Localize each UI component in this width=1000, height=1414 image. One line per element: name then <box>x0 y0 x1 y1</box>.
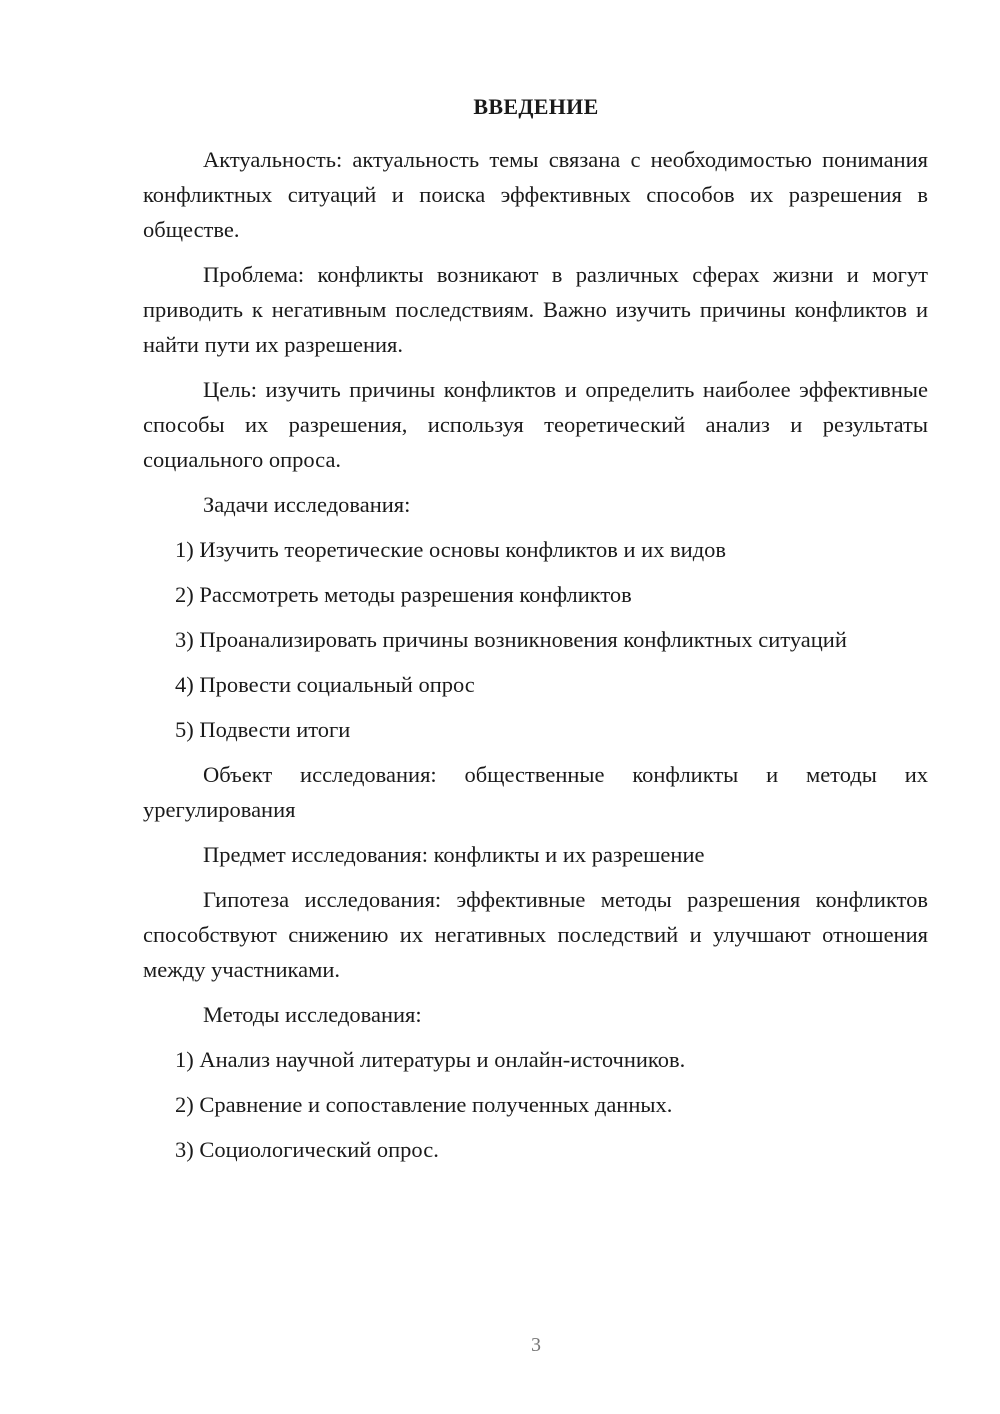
subject-paragraph: Предмет исследования: конфликты и их разрешение <box>203 842 705 867</box>
page-number: 3 <box>531 1334 541 1356</box>
object-paragraph: Объект исследования: общественные конфликты и методы их урегулирования <box>143 762 928 822</box>
task-item-1: 1) Изучить теоретические основы конфликтов и их видов <box>175 537 727 562</box>
task-item-5: 5) Подвести итоги <box>175 717 351 742</box>
document-body <box>143 142 928 1177</box>
method-item-1: 1) Анализ научной литературы и онлайн-источников. <box>175 1047 686 1072</box>
tasks-heading: Задачи исследования: <box>203 492 411 517</box>
task-item-2: 2) Рассмотреть методы разрешения конфликтов <box>175 582 632 607</box>
task-item-3: 3) Проанализировать причины возникновения конфликтных ситуаций <box>175 627 847 652</box>
method-item-3: 3) Социологический опрос. <box>175 1137 439 1162</box>
page-title: ВВЕДЕНИЕ <box>473 94 599 119</box>
methods-heading: Методы исследования: <box>203 1002 422 1027</box>
method-item-2: 2) Сравнение и сопоставление полученных данных. <box>175 1092 673 1117</box>
hypothesis-paragraph: Гипотеза исследования: эффективные методы разрешения конфликтов способствуют снижению их негативных последствий и улучшают отношения между участниками. <box>143 887 928 982</box>
relevance-paragraph: Актуальность: актуальность темы связана с необходимостью понимания конфликтных ситуаций и поиска эффективных способов их разрешения в обществе. <box>143 147 928 242</box>
task-item-4: 4) Провести социальный опрос <box>175 672 475 697</box>
goal-paragraph: Цель: изучить причины конфликтов и определить наиболее эффективные способы их разрешения, используя теоретический анализ и результаты социального опроса. <box>143 377 928 472</box>
problem-paragraph: Проблема: конфликты возникают в различных сферах жизни и могут приводить к негативным последствиям. Важно изучить причины конфликтов и найти пути их разрешения. <box>143 262 928 357</box>
